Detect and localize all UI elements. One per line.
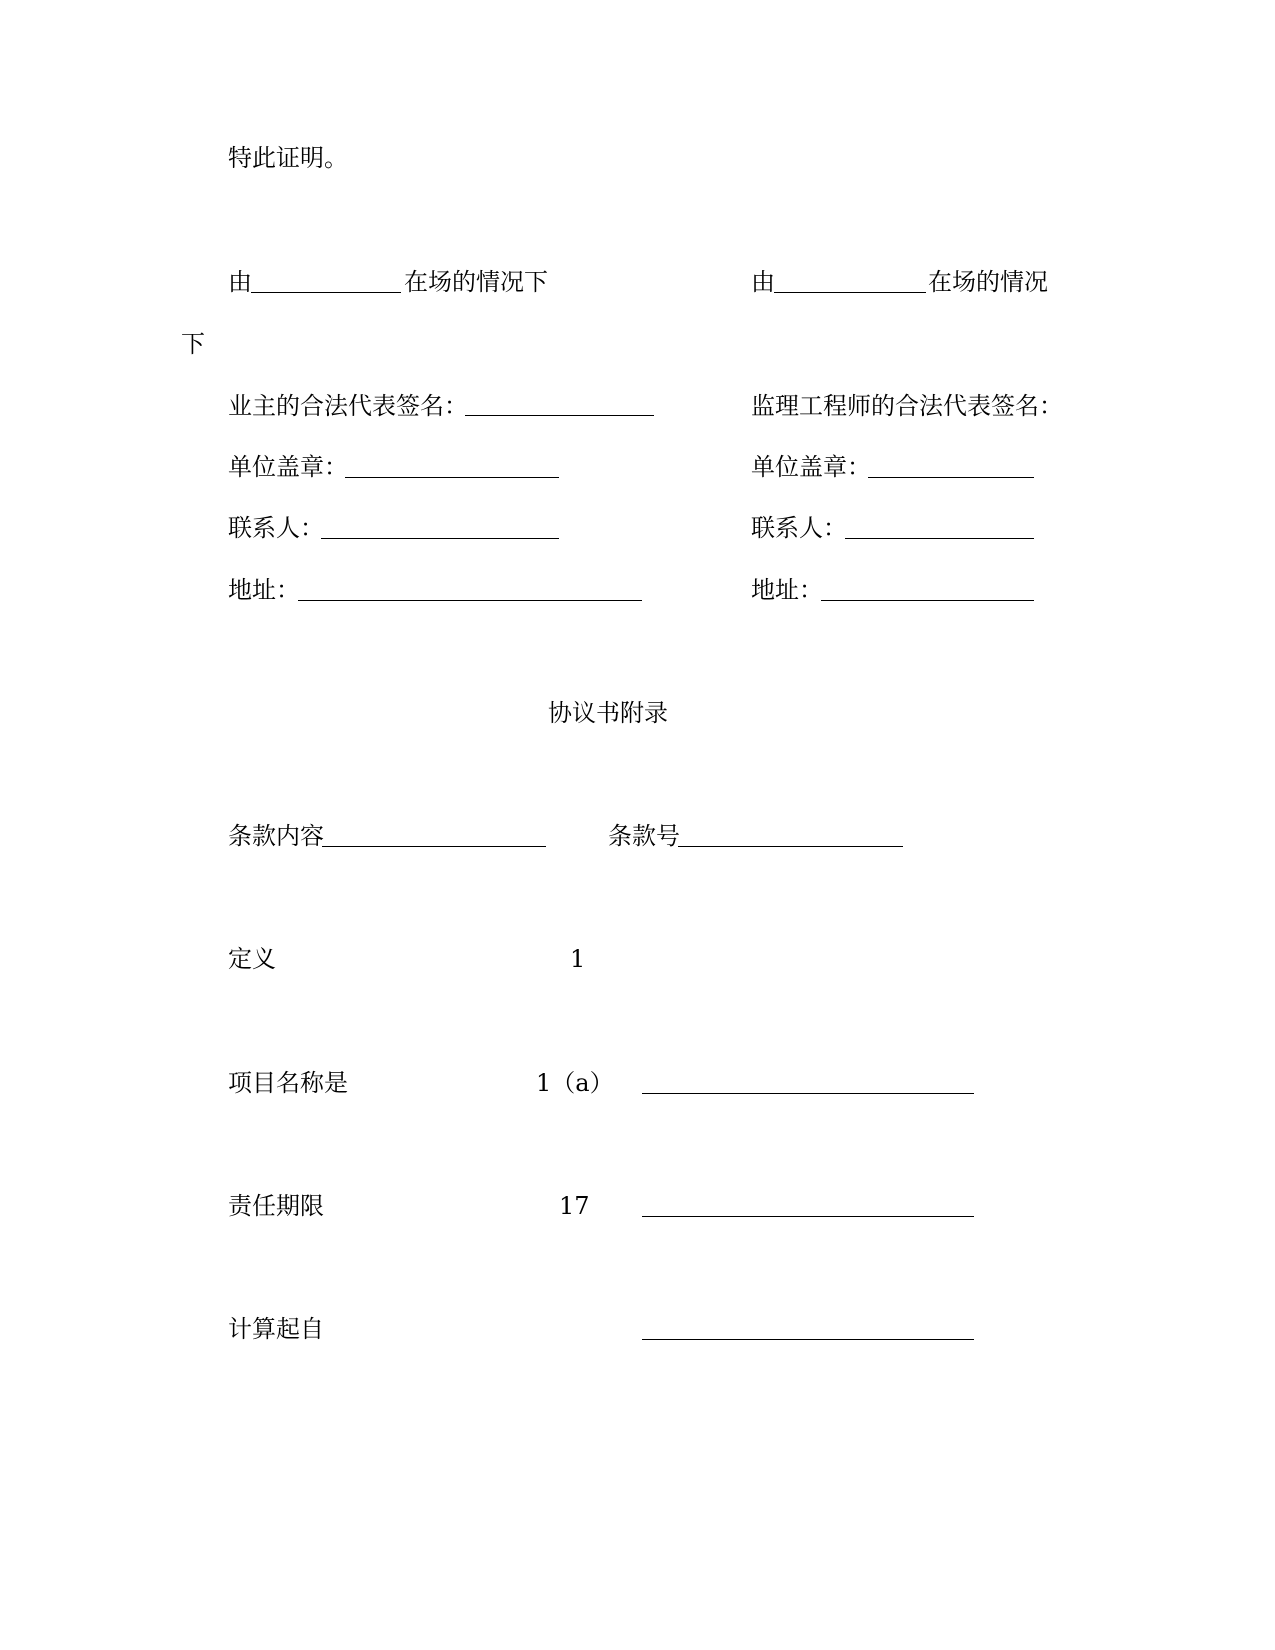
clause-content-label: 条款内容 [228,822,324,850]
owner-contact-blank[interactable] [321,538,559,539]
engineer-signature-label: 监理工程师的合法代表签名： [751,392,1063,420]
witness-right-suffix: 在场的情况 [928,268,1048,296]
row-label: 责任期限 [228,1192,324,1220]
witness-left-prefix: 由 [228,268,252,296]
row-label: 项目名称是 [228,1069,348,1097]
clause-number-blank[interactable] [678,846,903,847]
owner-signature-label: 业主的合法代表签名： [228,392,468,420]
certification-text: 特此证明。 [228,144,348,172]
engineer-contact-label: 联系人： [751,514,847,542]
witness-left-blank[interactable] [251,292,401,293]
clause-number-label: 条款号 [608,822,680,850]
appendix-title: 协议书附录 [548,699,668,727]
owner-seal-label: 单位盖章： [228,453,348,481]
row-value-blank[interactable] [642,1216,974,1217]
row-label: 计算起自 [228,1315,324,1343]
row-clause: 17 [559,1192,590,1220]
engineer-address-label: 地址： [751,576,823,604]
engineer-address-blank[interactable] [821,600,1034,601]
witness-left-suffix: 在场的情况下 [404,268,548,296]
row-label: 定义 [228,945,276,973]
engineer-seal-label: 单位盖章： [751,453,871,481]
row-clause: 1（a） [536,1069,614,1097]
witness-right-blank[interactable] [774,292,926,293]
row-value-blank[interactable] [642,1093,974,1094]
clause-content-blank[interactable] [322,846,546,847]
row-value-blank[interactable] [642,1339,974,1340]
witness-right-wrap: 下 [181,330,205,358]
owner-address-blank[interactable] [298,600,642,601]
owner-address-label: 地址： [228,576,300,604]
witness-right-prefix: 由 [751,268,775,296]
owner-seal-blank[interactable] [345,477,559,478]
owner-contact-label: 联系人： [228,514,324,542]
engineer-seal-blank[interactable] [868,477,1034,478]
engineer-contact-blank[interactable] [845,538,1034,539]
row-clause: 1 [570,945,586,973]
owner-signature-blank[interactable] [465,415,654,416]
